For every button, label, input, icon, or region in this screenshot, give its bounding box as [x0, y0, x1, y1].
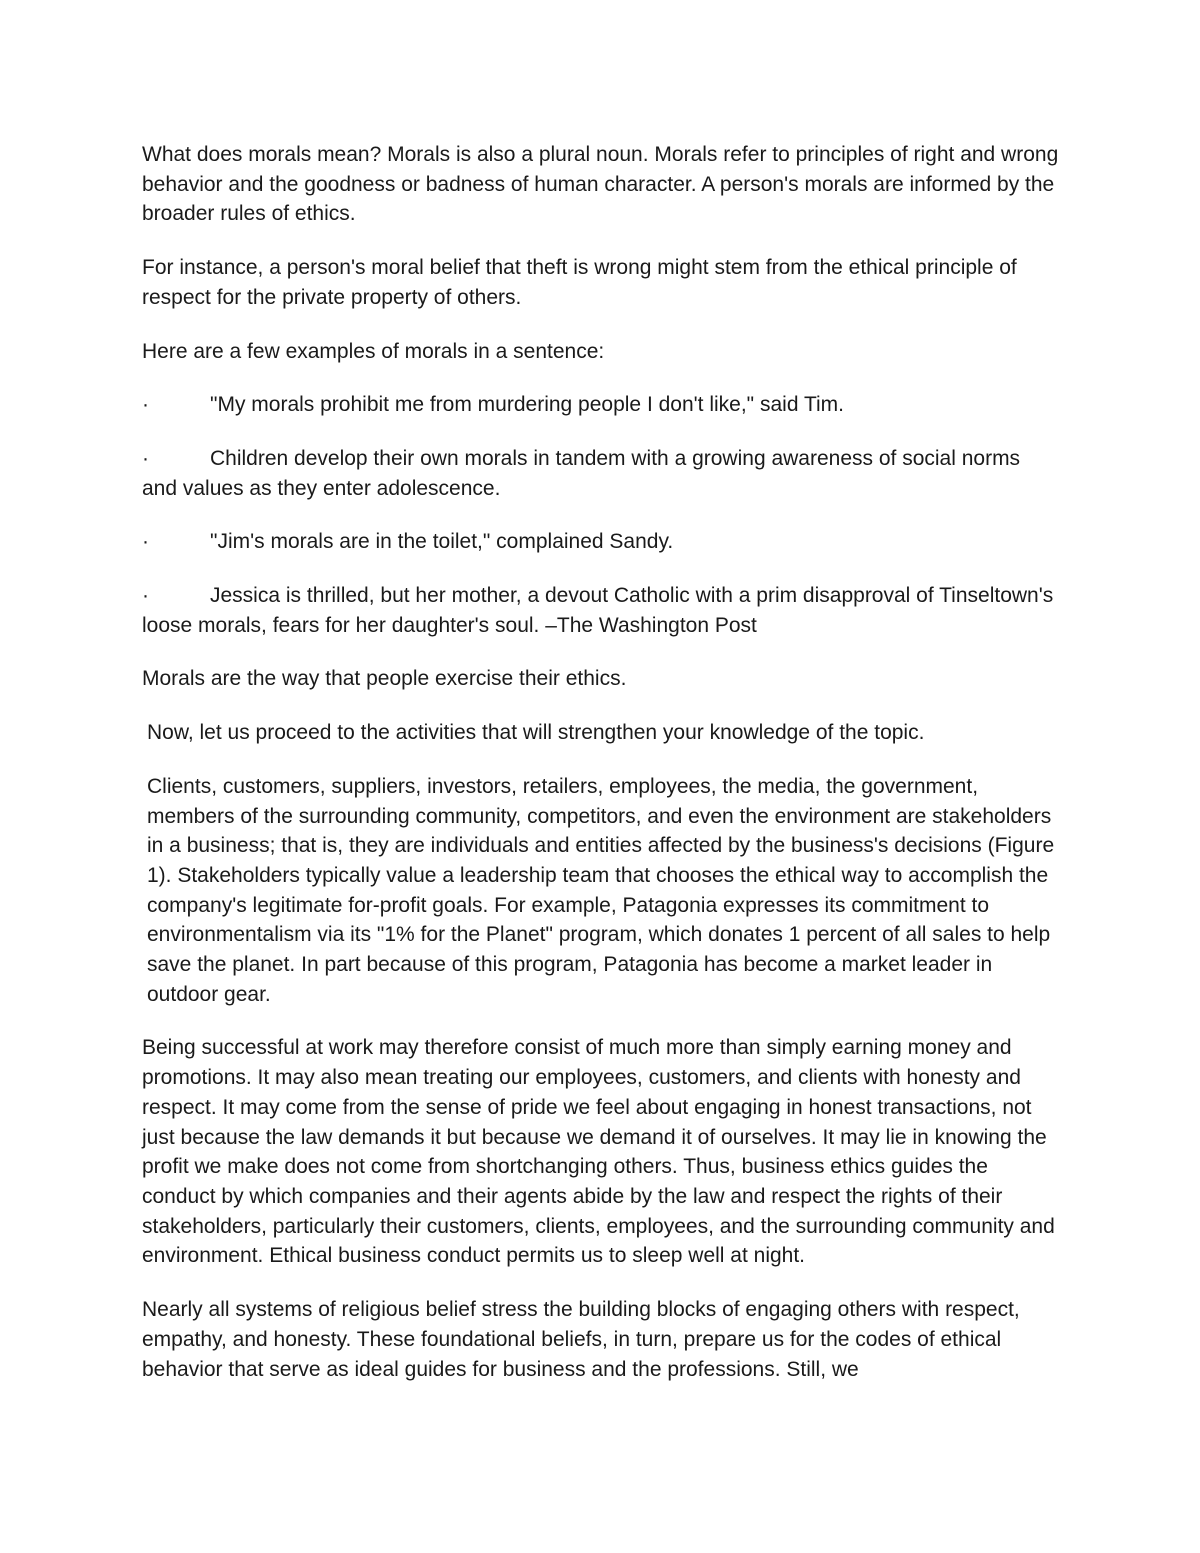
paragraph-examples-intro: Here are a few examples of morals in a sentence:	[142, 339, 605, 363]
document-body	[142, 140, 1060, 1408]
list-item	[142, 581, 1060, 640]
bullet-dot-icon: ·	[142, 446, 149, 470]
list-item	[142, 390, 1060, 420]
bullet-dot-icon: ·	[142, 530, 149, 554]
paragraph-activities-transition: Now, let us proceed to the activities that will strengthen your knowledge of the topic.	[147, 721, 925, 745]
bullet-dot-icon: ·	[142, 584, 149, 608]
list-item	[142, 527, 1060, 557]
paragraph-stakeholders: Clients, customers, suppliers, investors, retailers, employees, the media, the government, members of the surrounding community, competitors, and even the environment are stakeholders in a business; that is, they are individuals and entities affected by the business's decisions (Figure 1). Stakeholders typically value a leadership team that chooses the ethical way to accomplish the company's legitimate for-profit goals. For example, Patagonia expresses its commitment to environmentalism via its "1% for the Planet" program, which donates 1 percent of all sales to help save the planet. In part because of this program, Patagonia has become a market leader in outdoor gear.	[147, 774, 1055, 1006]
bullet-dot-icon: ·	[142, 393, 149, 417]
paragraph-morals-definition: What does morals mean? Morals is also a plural noun. Morals refer to principles of right and wrong behavior and the goodness or badness of human character. A person's morals are informed by the broader rules of ethics.	[142, 143, 1059, 226]
paragraph-success-at-work: Being successful at work may therefore consist of much more than simply earning money and promotions. It may also mean treating our employees, customers, and clients with honesty and respect. It may come from the sense of pride we feel about engaging in honest transactions, not just because the law demands it but because we demand it of ourselves. It may lie in knowing the profit we make does not come from shortchanging others. Thus, business ethics guides the conduct by which companies and their agents abide by the law and respect the rights of their stakeholders, particularly their customers, clients, employees, and the surrounding community and environment. Ethical business conduct permits us to sleep well at night.	[142, 1036, 1055, 1268]
paragraph-theft-example: For instance, a person's moral belief that theft is wrong might stem from the ethical principle of respect for the private property of others.	[142, 256, 1017, 309]
list-item-text: Children develop their own morals in tandem with a growing awareness of social norms and values as they enter adolescence.	[142, 446, 1021, 500]
paragraph-religious-belief: Nearly all systems of religious belief stress the building blocks of engaging others with respect, empathy, and honesty. These foundational beliefs, in turn, prepare us for the codes of ethical behavior that serve as ideal guides for business and the professions. Still, we	[142, 1298, 1020, 1381]
paragraph-morals-summary: Morals are the way that people exercise their ethics.	[142, 667, 627, 691]
list-item-text: "Jim's morals are in the toilet," complained Sandy.	[210, 530, 674, 554]
list-item-text: Jessica is thrilled, but her mother, a devout Catholic with a prim disapproval of Tinseltown's loose morals, fears for her daughter's soul. –The Washington Post	[142, 584, 1054, 637]
list-item-text: "My morals prohibit me from murdering people I don't like," said Tim.	[210, 393, 844, 417]
list-item	[142, 444, 1060, 503]
